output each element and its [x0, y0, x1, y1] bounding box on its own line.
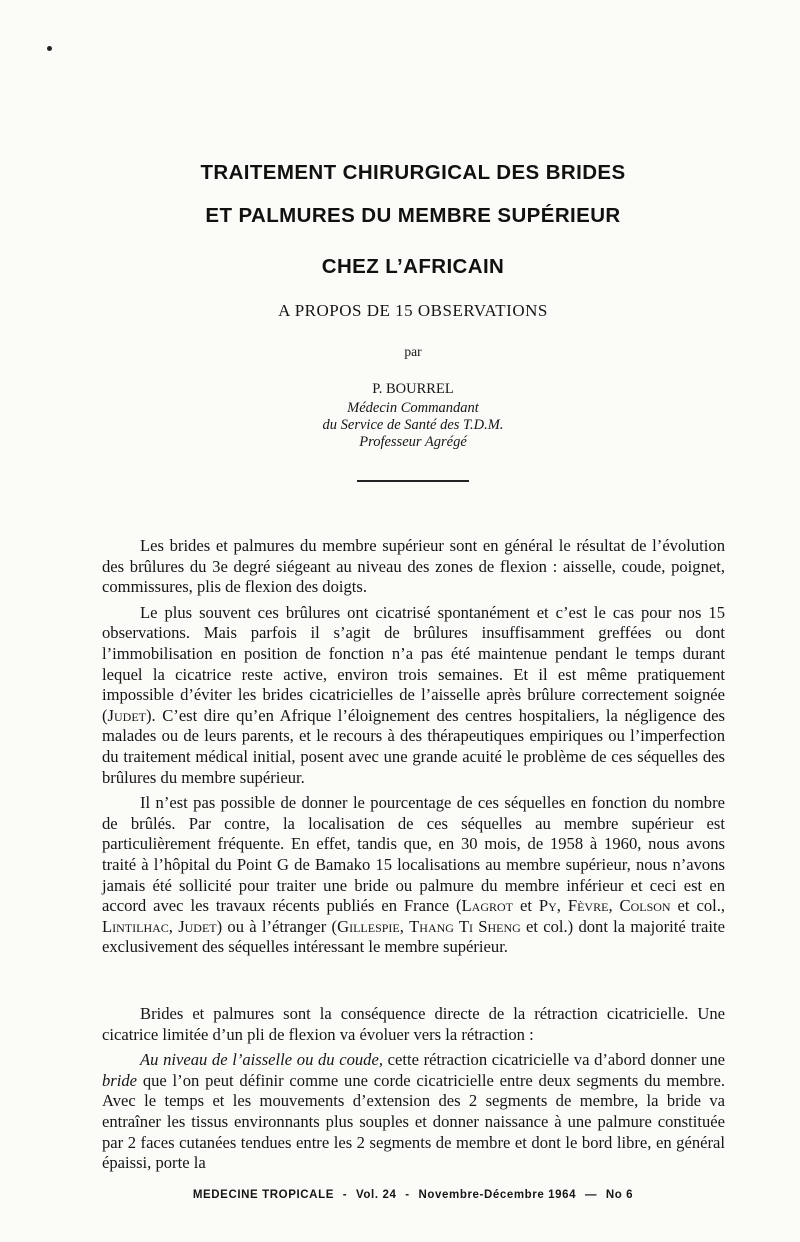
author-ref: Judet [178, 916, 217, 936]
affiliation-line-3: Professeur Agrégé [359, 434, 467, 450]
emphasis-text: Au niveau de l’aisselle ou du coude, [140, 1050, 383, 1070]
paragraph-5: Au niveau de l’aisselle ou du coude, cette rétraction cicatricielle va d’abord donner une bride que l’on peut définir comme une corde cicatricielle entre deux segments du membre. Avec le temps et les mouvements d’extension des 2 segments de membre, la bride va entraîner les tissus environnants plus souples et donner naissance à une palmure constituée par 2 faces cutanées tendues entre les 2 segments de membre et dont le bord libre, en général épaissi, porte la [102, 1050, 725, 1173]
footer-volume: Vol. 24 [356, 1189, 397, 1201]
author-ref: Py [538, 896, 557, 916]
footer-separator: - [405, 1189, 410, 1201]
author-ref: Thang Ti Sheng [409, 916, 521, 936]
paragraph-1: Les brides et palmures du membre supérieur sont en général le résultat de l’évolution des brûlures du 3e degré siégeant au niveau des zones de flexion : aisselle, coude, poignet, commissures, plis de flexion des doigts. [102, 536, 725, 597]
footer-separator: — [584, 1189, 598, 1201]
affiliation-line-1: Médecin Commandant [347, 400, 479, 416]
journal-footer [0, 1189, 800, 1201]
footer-separator: - [342, 1189, 348, 1201]
footer-date: Novembre-Décembre 1964 [418, 1189, 577, 1201]
author-ref: Lintilhac [102, 916, 169, 936]
paragraph-2: Le plus souvent ces brûlures ont cicatrisé spontanément et c’est le cas pour nos 15 observations. Mais parfois il s’agit de brûlures insuffisamment greffées ou dont l’immobilisation en position de fonction n’a pas été maintenue pendant le temps durant lequel la cicatrice reste active, environ trois semaines. Et il est même pratiquement impossible d’éviter les brides cicatricielles de l’aisselle après brûlure correctement soignée (Judet). C’est dire qu’en Afrique l’éloignement des centres hospitaliers, la négligence des malades ou de leurs parents, et le recours à des thérapeutiques empiriques ou l’imperfection du traitement médical initial, posent avec une grande acuité le problème de ces séquelles des brûlures du membre supérieur. [102, 602, 725, 787]
title-line-2: ET PALMURES DU MEMBRE SUPÉRIEUR [205, 204, 621, 227]
author-ref: Gillespie [337, 916, 400, 936]
author-affiliation [0, 400, 800, 451]
author-ref: Fèvre [567, 896, 609, 916]
footer-number: No 6 [605, 1189, 634, 1201]
margin-dot [47, 46, 52, 51]
body-section-1 [102, 536, 725, 963]
affiliation-line-2: du Service de Santé des T.D.M. [322, 417, 504, 433]
par-label: par [404, 344, 422, 359]
author-ref: Colson [619, 896, 671, 916]
author-ref: Judet [107, 705, 146, 725]
title-line-3: CHEZ L’AFRICAIN [321, 255, 505, 278]
body-section-2 [102, 1004, 725, 1179]
header-rule [357, 480, 469, 482]
paragraph-4: Brides et palmures sont la conséquence directe de la rétraction cicatricielle. Une cicatrice limitée d’un pli de flexion va évoluer vers la rétraction : [102, 1004, 725, 1044]
emphasis-text: bride [102, 1070, 138, 1090]
paragraph-3: Il n’est pas possible de donner le pourcentage de ces séquelles en fonction du nombre de brûlés. Par contre, la localisation de ces séquelles au membre supérieur est particulièrement fréquente. En effet, tandis que, en 30 mois, de 1958 à 1960, nous avons traité à l’hôpital du Point G de Bamako 15 localisations au membre supérieur, nous n’avons jamais été sollicité pour traiter une bride ou palmure du membre inférieur et ceci est en accord avec les travaux récents publiés en France (Lagrot et Py, Fèvre, Colson et col., Lintilhac, Judet) ou à l’étranger (Gillespie, Thang Ti Sheng et col.) dont la majorité traite exclusivement des séquelles intéressant le membre supérieur. [102, 793, 726, 957]
author-ref: Lagrot [461, 896, 514, 916]
title-line-1: TRAITEMENT CHIRURGICAL DES BRIDES [200, 161, 626, 184]
author-name: P. BOURREL [372, 381, 454, 397]
footer-journal: MEDECINE TROPICALE [192, 1189, 334, 1201]
subtitle: A PROPOS DE 15 OBSERVATIONS [278, 301, 548, 320]
